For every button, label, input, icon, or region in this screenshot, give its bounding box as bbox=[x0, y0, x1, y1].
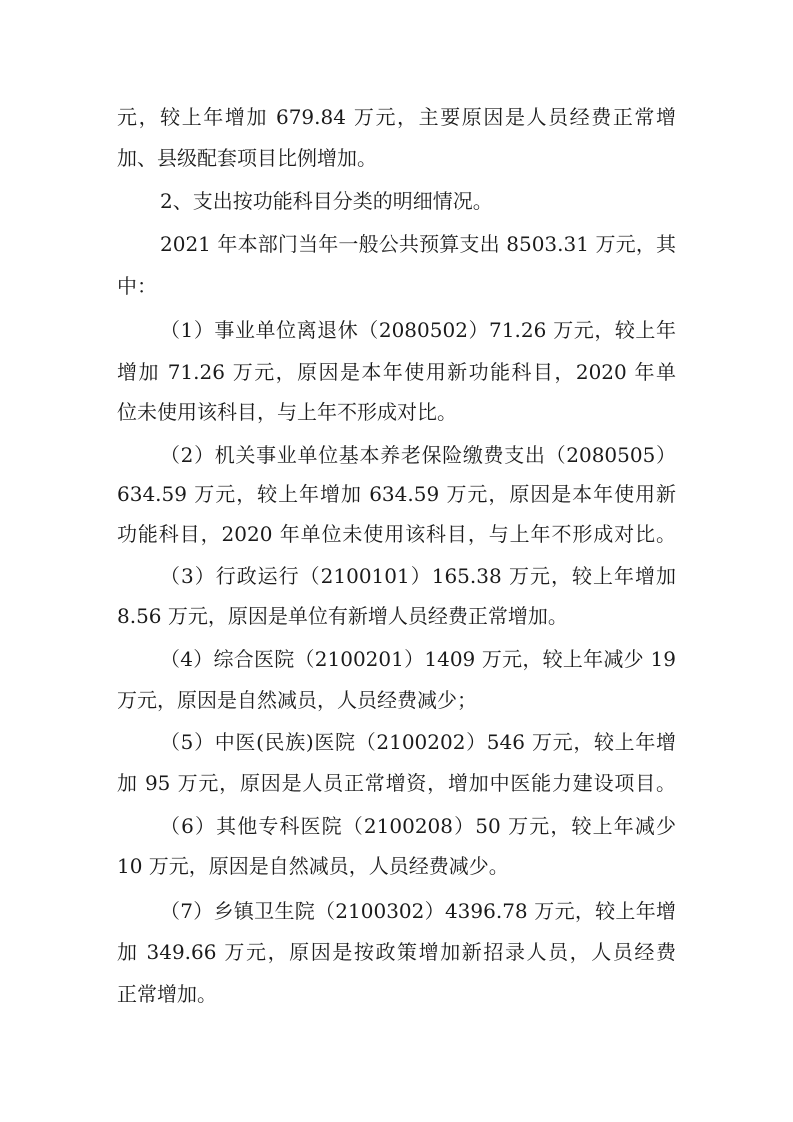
list-item-3-line: 8.56 万元，原因是单位有新增人员经费正常增加。 bbox=[117, 604, 568, 628]
list-item-1-line: （1）事业单位离退休（2080502）71.26 万元，较上年 bbox=[160, 318, 676, 342]
list-item-4-line: （4）综合医院（2100201）1409 万元，较上年减少 19 bbox=[160, 647, 676, 671]
list-item-2-line: 634.59 万元，较上年增加 634.59 万元，原因是本年使用新 bbox=[117, 482, 676, 506]
section-heading: 2、支出按功能科目分类的明细情况。 bbox=[160, 189, 493, 213]
list-item-2-line: 功能科目，2020 年单位未使用该科目，与上年不形成对比。 bbox=[117, 522, 676, 546]
list-item-6-line: （6）其他专科医院（2100208）50 万元，较上年减少 bbox=[160, 814, 676, 838]
text-line: 元，较上年增加 679.84 万元，主要原因是人员经费正常增 bbox=[117, 105, 676, 129]
list-item-5-line: （5）中医(民族)医院（2100202）546 万元，较上年增 bbox=[160, 730, 676, 754]
list-item-2-line: （2）机关事业单位基本养老保险缴费支出（2080505） bbox=[160, 443, 676, 467]
text-line: 2021 年本部门当年一般公共预算支出 8503.31 万元，其 bbox=[160, 232, 676, 256]
text-line: 中： bbox=[117, 274, 157, 298]
list-item-5-line: 加 95 万元，原因是人员正常增资，增加中医能力建设项目。 bbox=[117, 771, 676, 795]
list-item-4-line: 万元，原因是自然减员，人员经费减少； bbox=[117, 688, 477, 712]
list-item-7-line: 加 349.66 万元，原因是按政策增加新招录人员，人员经费 bbox=[117, 940, 676, 964]
list-item-1-line: 位未使用该科目，与上年不形成对比。 bbox=[117, 400, 457, 424]
list-item-1-line: 增加 71.26 万元，原因是本年使用新功能科目，2020 年单 bbox=[117, 360, 676, 384]
list-item-3-line: （3）行政运行（2100101）165.38 万元，较上年增加 bbox=[160, 564, 676, 588]
text-line: 加、县级配套项目比例增加。 bbox=[117, 146, 377, 170]
list-item-7-line: 正常增加。 bbox=[117, 982, 217, 1006]
list-item-7-line: （7）乡镇卫生院（2100302）4396.78 万元，较上年增 bbox=[160, 899, 676, 923]
list-item-6-line: 10 万元，原因是自然减员，人员经费减少。 bbox=[117, 854, 509, 878]
